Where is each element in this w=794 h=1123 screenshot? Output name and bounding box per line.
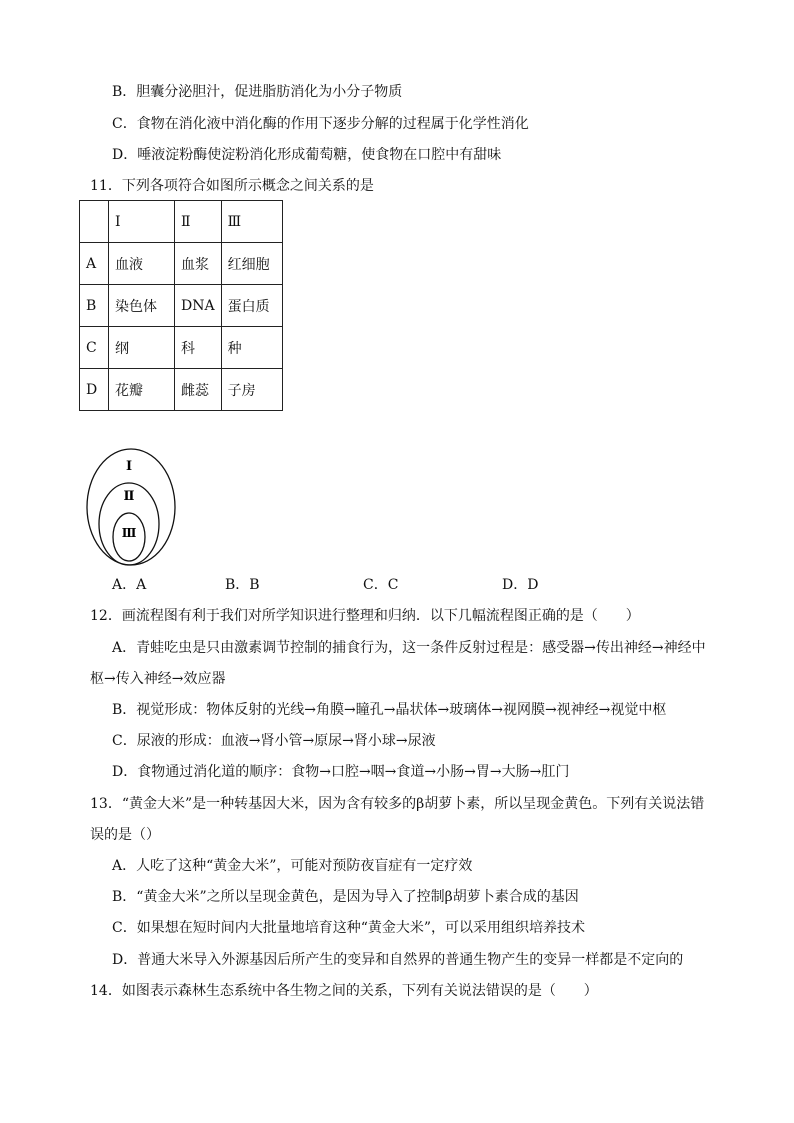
q11-answer-d: D．D (502, 577, 539, 593)
q11-answer-c: C．C (363, 577, 399, 593)
table-row (80, 285, 283, 327)
q10-option-c: C．食物在消化液中消化酶的作用下逐步分解的过程属于化学性消化 (112, 116, 529, 132)
table-cell: A (80, 243, 109, 285)
table-cell: 子房 (221, 369, 282, 411)
label-iii: Ⅲ (121, 526, 137, 540)
table-row (80, 243, 283, 285)
q13-option-c: C．如果想在短时间内大批量地培育这种“黄金大米”，可以采用组织培养技术 (112, 920, 586, 936)
table-cell: C (80, 327, 109, 369)
table-cell: 红细胞 (221, 243, 282, 285)
q11-stem: 11．下列各项符合如图所示概念之间关系的是 (90, 178, 374, 194)
table-header-row (80, 201, 283, 243)
q13-stem-cont: 误的是（） (90, 827, 160, 843)
q13-stem: 13．“黄金大米”是一种转基因大米，因为含有较多的β胡萝卜素，所以呈现金黄色。下列有关说法错 (90, 796, 705, 812)
q12-option-a-cont: 枢→传入神经→效应器 (90, 671, 226, 687)
q12-option-a: A．青蛙吃虫是只由激素调节控制的捕食行为，这一条件反射过程是：感受器→传出神经→神经中 (112, 640, 706, 656)
q14-stem: 14．如图表示森林生态系统中各生物之间的关系，下列有关说法错误的是（ ） (90, 983, 598, 999)
table-row (80, 369, 283, 411)
q12-option-c: C．尿液的形成：血液→肾小管→原尿→肾小球→尿液 (112, 733, 436, 749)
table-cell: 纲 (109, 327, 175, 369)
label-ii: Ⅱ (123, 489, 135, 504)
q12-stem: 12．画流程图有利于我们对所学知识进行整理和归纳．以下几幅流程图正确的是（ ） (90, 608, 640, 624)
table-cell: 雌蕊 (175, 369, 222, 411)
table-cell: 蛋白质 (221, 285, 282, 327)
q13-option-a: A．人吃了这种“黄金大米”，可能对预防夜盲症有一定疗效 (112, 858, 473, 874)
table-row (80, 327, 283, 369)
table-cell: 染色体 (109, 285, 175, 327)
table-cell: Ⅱ (175, 201, 222, 243)
table-cell: 血液 (109, 243, 175, 285)
table-cell: Ⅲ (221, 201, 282, 243)
table-cell: DNA (175, 285, 222, 327)
q12-option-d: D．食物通过消化道的顺序：食物→口腔→咽→食道→小肠→胃→大肠→肛门 (112, 764, 570, 780)
table-cell (80, 201, 109, 243)
table-cell: 血浆 (175, 243, 222, 285)
table-cell: 种 (221, 327, 282, 369)
q12-option-b: B．视觉形成：物体反射的光线→角膜→瞳孔→晶状体→玻璃体→视网膜→视神经→视觉中枢 (112, 702, 667, 718)
q11-answer-b: B．B (225, 577, 260, 593)
table-cell: 科 (175, 327, 222, 369)
label-i: Ⅰ (125, 459, 133, 474)
table-cell: Ⅰ (109, 201, 175, 243)
q13-option-b: B．“黄金大米”之所以呈现金黄色，是因为导入了控制β胡萝卜素合成的基因 (112, 889, 579, 905)
concept-table (79, 200, 283, 411)
q10-option-b: B．胆囊分泌胆汁，促进脂肪消化为小分子物质 (112, 84, 403, 100)
q13-option-d: D．普通大米导入外源基因后所产生的变异和自然界的普通生物产生的变异一样都是不定向的 (112, 952, 684, 968)
table-cell: B (80, 285, 109, 327)
q10-option-d: D．唾液淀粉酶使淀粉消化形成葡萄糖，使食物在口腔中有甜味 (112, 147, 502, 163)
table-cell: D (80, 369, 109, 411)
nested-ellipse-diagram (85, 448, 180, 568)
q11-answer-a: A．A (112, 577, 147, 593)
table-cell: 花瓣 (109, 369, 175, 411)
